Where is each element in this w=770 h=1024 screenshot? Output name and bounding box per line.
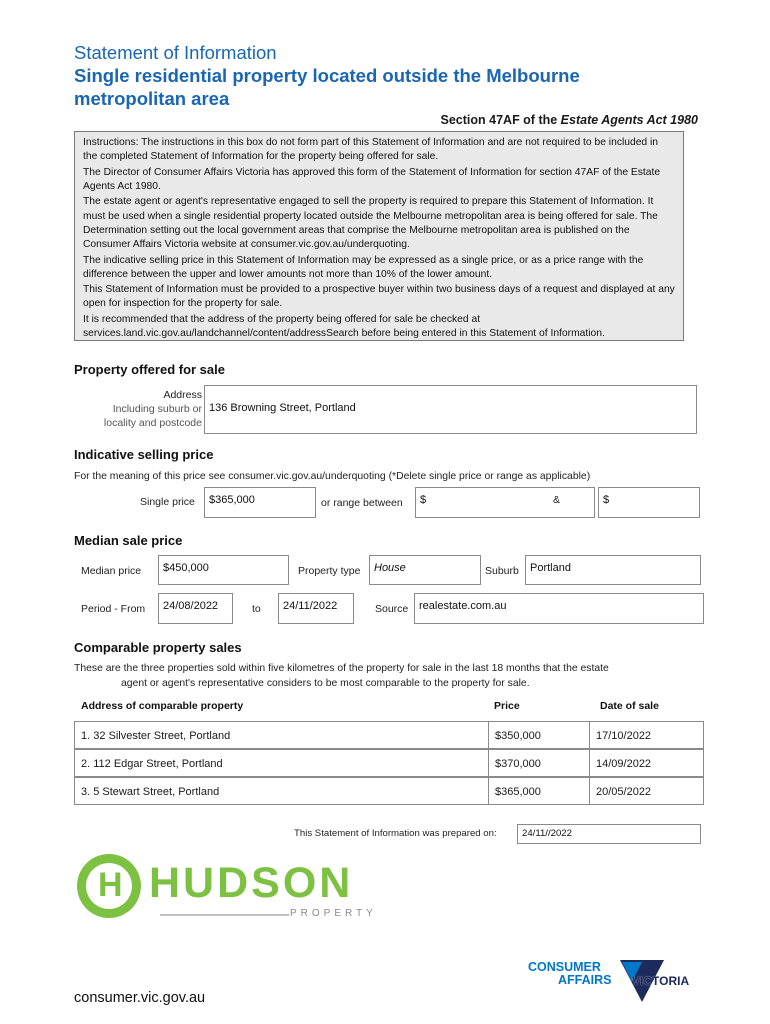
section-reference — [441, 113, 698, 127]
col-header-date: Date of sale — [600, 700, 659, 712]
instructions-paragraph: Instructions: The instructions in this box do not form part of this Statement of Information and are not required to be included in the completed Statement of Information for the property being offered for sale. — [83, 137, 659, 163]
cav-line3: VICTORIA — [632, 974, 690, 988]
table-row — [74, 721, 704, 749]
comparable-price[interactable]: $365,000 — [488, 778, 589, 804]
instructions-paragraph: The Director of Consumer Affairs Victoria has approved this form of the Statement of Information for section 47AF of the Estate Agents Act 1980. — [83, 166, 661, 192]
comparable-address[interactable]: 2. 112 Edgar Street, Portland — [81, 758, 223, 770]
indicative-note: For the meaning of this price see consumer.vic.gov.au/underquoting (*Delete single price or range as applicable) — [74, 471, 591, 482]
address-field[interactable]: 136 Browning Street, Portland — [204, 385, 697, 434]
cav-line2: AFFAIRS — [558, 973, 612, 987]
comparable-price[interactable]: $350,000 — [488, 722, 589, 748]
address-label — [74, 388, 202, 430]
instructions-paragraph: The estate agent or agent's representative engaged to sell the property is required to prepare this Statement of Information. It must be used when a single residential property located outside the Melbourne metropolitan area is being offered for sale. The Determination setting out the local government areas that comprise the Melbourne metropolitan area is published on the Consumer Affairs Victoria website at consumer.vic.gov.au/underquoting. — [83, 196, 658, 251]
act-name: Estate Agents Act 1980 — [560, 113, 698, 127]
section-prefix: Section 47AF of the — [440, 113, 561, 127]
median-price-field[interactable]: $450,000 — [158, 555, 289, 585]
range-ampersand: & — [553, 494, 561, 506]
source-field[interactable]: realestate.com.au — [414, 593, 704, 624]
table-row — [74, 749, 704, 777]
source-label: Source — [375, 603, 409, 615]
form-title: Statement of Information — [74, 42, 277, 63]
address-label-line3: locality and postcode — [103, 417, 202, 429]
instructions-paragraph: The indicative selling price in this Statement of Information may be expressed as a single price, or as a price range with the difference between the upper and lower amounts not more than 10% of the lower amount. — [83, 254, 644, 280]
comparable-address[interactable]: 1. 32 Silvester Street, Portland — [81, 730, 231, 742]
instructions-box — [74, 131, 684, 341]
hudson-logo-tagline: PROPERTY — [290, 908, 377, 919]
suburb-label: Suburb — [485, 565, 519, 577]
consumer-affairs-victoria-logo — [528, 958, 708, 1006]
address-label-line1: Address — [163, 389, 202, 401]
period-from-field[interactable]: 24/08/2022 — [158, 593, 233, 624]
hudson-logo-letter: H — [98, 866, 123, 904]
comparable-heading: Comparable property sales — [74, 640, 242, 655]
comparable-date[interactable]: 20/05/2022 — [589, 778, 703, 804]
range-low-field[interactable]: $ — [415, 487, 595, 518]
comparable-date[interactable]: 17/10/2022 — [589, 722, 703, 748]
range-high-field[interactable]: $ — [598, 487, 700, 518]
prepared-on-label: This Statement of Information was prepared on: — [294, 828, 497, 839]
period-to-label: to — [252, 603, 261, 615]
property-type-field[interactable]: House — [369, 555, 481, 585]
comparable-note-line2: agent or agent's representative considers to be most comparable to the property for sale. — [121, 678, 530, 689]
comparable-price[interactable]: $370,000 — [488, 750, 589, 776]
indicative-heading: Indicative selling price — [74, 447, 214, 462]
period-to-field[interactable]: 24/11/2022 — [278, 593, 354, 624]
col-header-price: Price — [494, 700, 520, 712]
hudson-property-logo — [74, 853, 414, 923]
address-label-line2: Including suburb or — [112, 403, 202, 415]
period-from-label: Period - From — [81, 603, 146, 615]
property-heading: Property offered for sale — [74, 362, 225, 377]
range-label: or range between — [321, 497, 403, 509]
col-header-address: Address of comparable property — [81, 700, 244, 712]
comparable-note-line1: These are the three properties sold within five kilometres of the property for sale in the last 18 months that the estate — [74, 663, 609, 674]
table-row — [74, 777, 704, 805]
form-subtitle: Single residential property located outside the Melbourne metropolitan area — [74, 65, 580, 109]
comparable-date[interactable]: 14/09/2022 — [589, 750, 703, 776]
median-price-label: Median price — [81, 565, 142, 577]
comparable-address[interactable]: 3. 5 Stewart Street, Portland — [81, 786, 220, 798]
instructions-paragraph: It is recommended that the address of the property being offered for sale be checked at services.land.vic.gov.au/landchannel/content/addressSearch before being entered in this Statement of Information. — [83, 313, 605, 340]
footer-url[interactable]: consumer.vic.gov.au — [74, 990, 206, 1006]
cav-line1: CONSUMER — [528, 960, 601, 974]
suburb-field[interactable]: Portland — [525, 555, 701, 585]
median-heading: Median sale price — [74, 533, 183, 548]
prepared-on-field[interactable]: 24/11//2022 — [517, 824, 701, 844]
property-type-label: Property type — [298, 565, 361, 577]
single-price-label: Single price — [140, 496, 195, 508]
single-price-field[interactable]: $365,000 — [204, 487, 316, 518]
hudson-logo-name: HUDSON — [149, 859, 354, 907]
instructions-paragraph: This Statement of Information must be provided to a prospective buyer within two business days of a request and displayed at any open for inspection for the property for sale. — [83, 284, 675, 310]
